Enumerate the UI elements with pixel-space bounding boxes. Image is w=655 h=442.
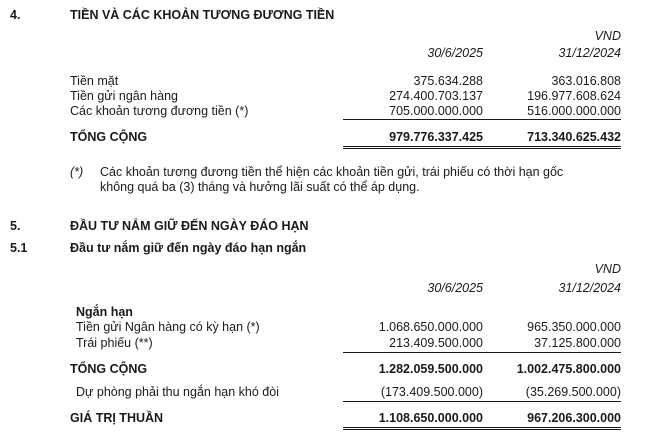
column-header-2024: 31/12/2024 xyxy=(558,46,621,60)
row-value-2024: 37.125.800.000 xyxy=(534,336,621,350)
net-value-2025: 1.108.650.000.000 xyxy=(378,411,483,425)
net-value-label: GIÁ TRỊ THUẦN xyxy=(70,411,164,425)
total-label: TỔNG CỘNG xyxy=(70,130,148,144)
section-4-title: TIỀN VÀ CÁC KHOẢN TƯƠNG ĐƯƠNG TIỀN xyxy=(70,8,335,22)
row-label: Tiền gửi ngân hàng xyxy=(70,89,178,103)
total-value-2025: 1.282.059.500.000 xyxy=(378,362,483,376)
provision-value-2025: (173.409.500.000) xyxy=(380,385,483,399)
note-text-line-1: Các khoản tương đương tiền thể hiện các khoản tiền gửi, trái phiếu có thời hạn gốc xyxy=(100,165,564,179)
section-5-title: ĐẦU TƯ NẮM GIỮ ĐẾN NGÀY ĐÁO HẠN xyxy=(70,219,309,233)
row-value-2025: 274.400.703.137 xyxy=(389,89,483,103)
total-value-2025: 979.776.337.425 xyxy=(389,130,483,144)
subtotal-rule xyxy=(478,401,621,402)
row-label: Các khoản tương đương tiền (*) xyxy=(70,104,249,118)
row-label: Tiền gửi Ngân hàng có kỳ hạn (*) xyxy=(76,320,260,334)
row-value-2025: 375.634.288 xyxy=(413,74,483,88)
row-value-2024: 363.016.808 xyxy=(551,74,621,88)
column-header-2025: 30/6/2025 xyxy=(427,281,483,295)
provision-label: Dự phòng phải thu ngắn hạn khó đòi xyxy=(76,385,279,399)
row-label: Trái phiếu (**) xyxy=(76,336,153,350)
total-value-2024: 713.340.625.432 xyxy=(527,130,621,144)
section-4-number: 4. xyxy=(10,8,21,22)
total-double-rule xyxy=(478,427,621,430)
row-label: Tiền mặt xyxy=(70,74,119,88)
currency-label: VND xyxy=(594,262,621,276)
net-value-2024: 967.206.300.000 xyxy=(527,411,621,425)
group-label: Ngắn hạn xyxy=(76,305,133,319)
column-header-2025: 30/6/2025 xyxy=(427,46,483,60)
subtotal-rule xyxy=(343,119,484,120)
note-marker: (*) xyxy=(70,165,84,179)
row-value-2024: 196.977.608.624 xyxy=(527,89,621,103)
note-text-line-2: không quá ba (3) tháng và hưởng lãi suất có thể áp dụng. xyxy=(100,180,420,194)
subtotal-rule xyxy=(343,401,484,402)
section-5-1-title: Đầu tư nắm giữ đến ngày đáo hạn ngắn xyxy=(70,241,307,255)
row-value-2024: 516.000.000.000 xyxy=(527,104,621,118)
total-label: TỔNG CỘNG xyxy=(70,362,148,376)
section-5-1-number: 5.1 xyxy=(10,241,28,255)
row-value-2025: 213.409.500.000 xyxy=(389,336,483,350)
total-double-rule xyxy=(343,427,484,430)
total-double-rule xyxy=(343,146,484,149)
row-value-2025: 705.000.000.000 xyxy=(389,104,483,118)
row-value-2024: 965.350.000.000 xyxy=(527,320,621,334)
total-double-rule xyxy=(478,146,621,149)
provision-value-2024: (35.269.500.000) xyxy=(525,385,621,399)
subtotal-rule xyxy=(343,352,484,353)
total-value-2024: 1.002.475.800.000 xyxy=(516,362,621,376)
subtotal-rule xyxy=(478,352,621,353)
currency-label: VND xyxy=(594,29,621,43)
section-5-number: 5. xyxy=(10,219,21,233)
column-header-2024: 31/12/2024 xyxy=(558,281,621,295)
subtotal-rule xyxy=(478,119,621,120)
row-value-2025: 1.068.650.000.000 xyxy=(378,320,483,334)
